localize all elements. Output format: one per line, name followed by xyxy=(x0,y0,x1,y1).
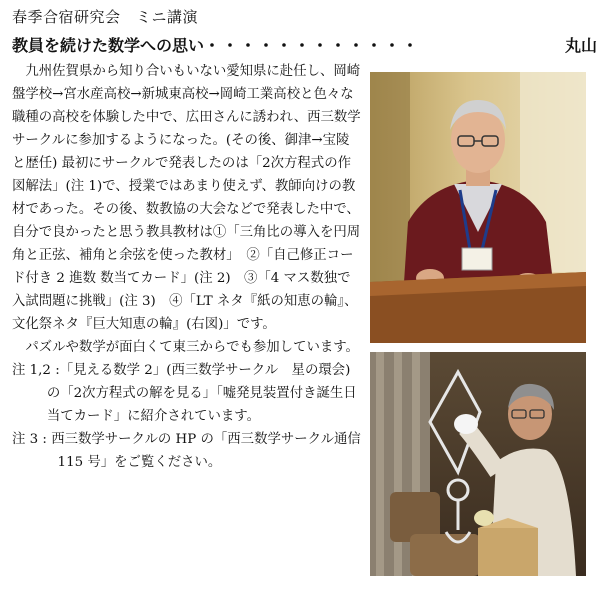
title-leader-dots: ・・・・・・・・・・・・ xyxy=(204,36,421,55)
footnote-3: 注 3 : 西三数学サークルの HP の「西三数学サークル通信 115 号」をご覧ください。 xyxy=(12,432,361,470)
body-paragraph-2: パズルや数学が面白くて東三からでも参加しています。 xyxy=(25,340,359,355)
puzzle-photo xyxy=(370,352,586,576)
footnote-1-2: 注 1,2 :「見える数学 2」(西三数学サークル 星の環会)の「2次方程式の解を見る」「嘘発見装置付き誕生日当てカード」に紹介されています。 xyxy=(12,363,357,424)
article-body xyxy=(12,60,361,474)
puzzle-photo-image xyxy=(370,352,586,576)
article-title xyxy=(12,33,597,56)
speaker-photo-image xyxy=(370,72,586,343)
title-text: 教員を続けた数学への思い xyxy=(12,36,205,55)
author-name: 丸山 xyxy=(564,36,597,55)
talk-type: ミニ講演 xyxy=(136,8,199,26)
speaker-photo xyxy=(370,72,586,343)
body-paragraph-1: 九州佐賀県から知り合いもいない愛知県に赴任し、岡崎盤学校→宮水産高校→新城東高校→岡崎工業高校と色々な職種の高校を体験した中で、広田さんに誘われ、西三数学サークルに参加するようになった。(その後、御津→宝陵と歴任) 最初にサークルで発表したのは「2次方程式の作図解法」(注 1)で、授業ではあまり使えず、教師向けの教材であった。その後、数教協の大会などで発表した中で、自分で良かったと思う教具教材は①「三角比の導入を円周角と正弦、補角と余弦を使った教材」 ②「自己修正コード付き 2 進数 数当てカード」(注 2) ③「4 マス数独で入試問題に挑戦」(注 3) ④「LT ネタ『紙の知恵の輪』、文化祭ネタ『巨大知恵の輪』(右図)」です。 xyxy=(12,64,361,332)
event-name: 春季合宿研究会 xyxy=(12,8,121,26)
event-header xyxy=(12,6,198,27)
